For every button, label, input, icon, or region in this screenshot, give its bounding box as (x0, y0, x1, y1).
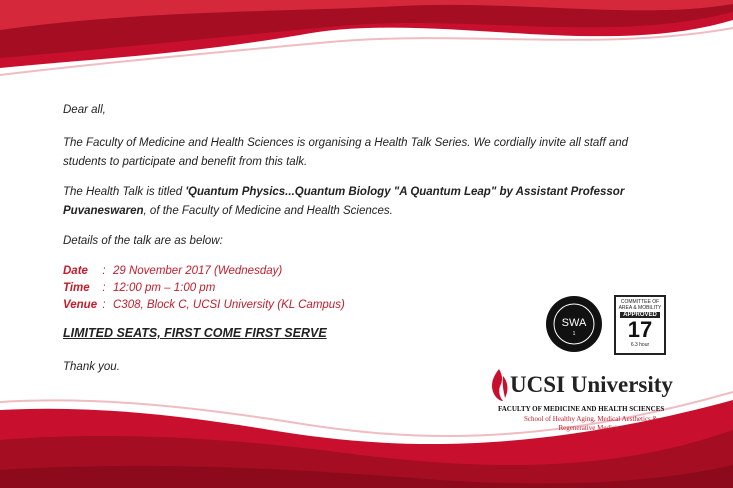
approved-number: 17 (627, 317, 653, 342)
detail-time: Time : 12:00 pm – 1:00 pm (63, 282, 216, 294)
paragraph-talk-title (63, 183, 673, 221)
logo-school: School of Healthy Aging, Medical Aesthetics & Regenerative Medicine (524, 415, 658, 432)
talk-title: 'Quantum Physics...Quantum Biology "A Quantum Leap" by Assistant Professor Puvaneswaren (63, 186, 625, 217)
paragraph-invitation: The Faculty of Medicine and Health Sciences is organising a Health Talk Series. We cordially invite all staff and students to participate and benefit from this talk. (63, 137, 629, 168)
detail-value: C308, Block C, UCSI University (KL Campus) (113, 299, 345, 311)
detail-value: 12:00 pm – 1:00 pm (113, 282, 216, 294)
swa-label: SWA (561, 317, 587, 329)
details-intro: Details of the talk are as below: (63, 235, 223, 247)
swa-badge-icon (545, 295, 603, 353)
approved-bottom: 6.3 hour (630, 342, 650, 348)
logo-university-name: UCSI University (510, 372, 673, 397)
approved-top: COMMITTEE OF AREA & MOBILITY (618, 299, 662, 311)
limited-seats-notice: LIMITED SEATS, FIRST COME FIRST SERVE (63, 326, 327, 340)
detail-venue: Venue : C308, Block C, UCSI University (KL Campus) (63, 299, 345, 311)
closing-thanks: Thank you. (63, 361, 120, 373)
approved-label: APPROVED (620, 312, 660, 318)
detail-key: Time (63, 282, 90, 294)
talk-title-prefix: The Health Talk is titled (63, 186, 186, 198)
talk-title-suffix: , of the Faculty of Medicine and Health Sciences. (143, 205, 393, 217)
logo-faculty: FACULTY OF MEDICINE AND HEALTH SCIENCES (498, 405, 665, 413)
greeting: Dear all, (63, 104, 106, 116)
detail-key: Venue (63, 299, 98, 311)
detail-key: Date (63, 265, 88, 277)
approved-badge (614, 295, 666, 355)
detail-date: Date : 29 November 2017 (Wednesday) (63, 265, 283, 277)
flame-icon (488, 368, 510, 402)
swa-sub: 1 (572, 331, 576, 337)
detail-value: 29 November 2017 (Wednesday) (113, 265, 283, 277)
